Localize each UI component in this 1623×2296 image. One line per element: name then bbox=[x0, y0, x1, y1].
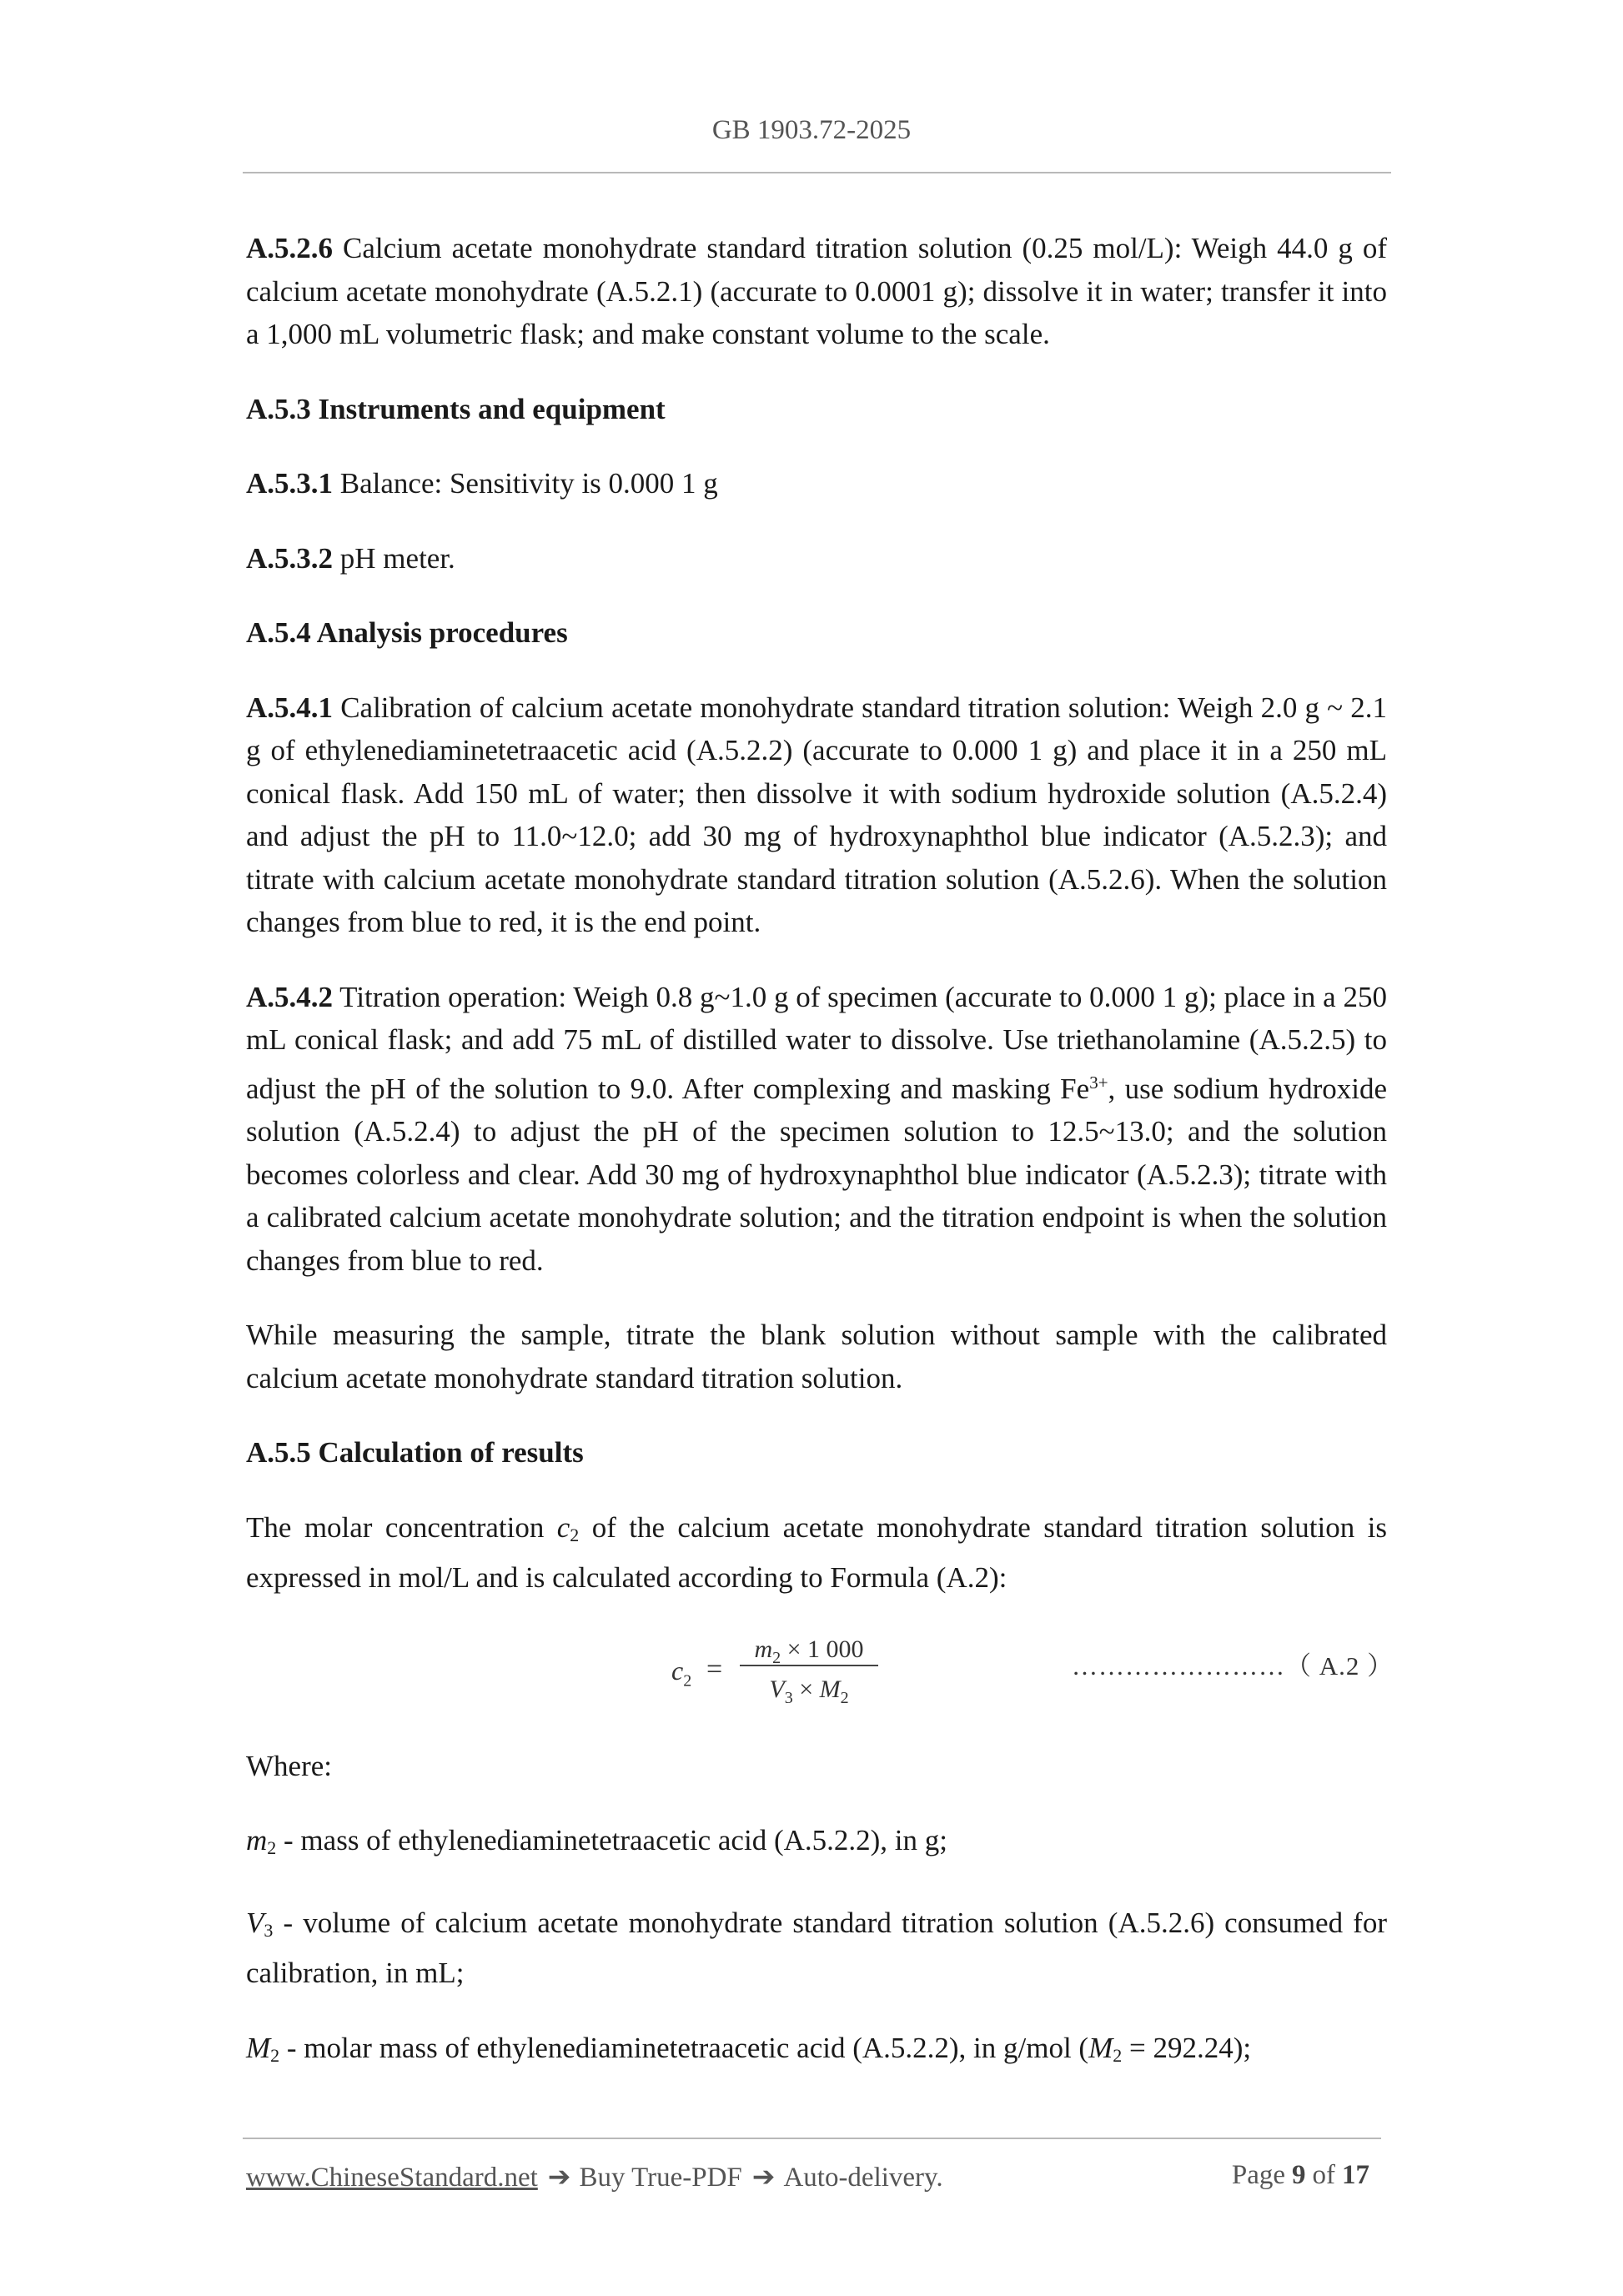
formula-equals: = bbox=[706, 1653, 723, 1685]
page-number: 9 bbox=[1292, 2160, 1306, 2190]
subscript: 2 bbox=[570, 1524, 580, 1545]
paragraph-a541 bbox=[246, 686, 1387, 944]
formula-number: ……………………（ A.2 ） bbox=[1072, 1650, 1394, 1681]
header-divider bbox=[243, 172, 1391, 173]
subscript: 2 bbox=[267, 1837, 277, 1858]
formula-lhs: $c_2$ bbox=[671, 1655, 692, 1690]
of-label: of bbox=[1312, 2160, 1335, 2190]
header-title: GB 1903.72-2025 bbox=[711, 115, 912, 145]
page-total: 17 bbox=[1342, 2160, 1369, 2190]
definition-m2 bbox=[246, 1819, 1387, 1870]
clause-number: A.5.4.1 bbox=[246, 691, 334, 724]
definition-text: - molar mass of ethylenediaminetetraacetic acid (A.5.2.2), in g/mol ( bbox=[279, 2031, 1089, 2064]
buy-pdf-link[interactable]: Buy True-PDF bbox=[579, 2163, 742, 2193]
paragraph-formula-intro bbox=[246, 1506, 1387, 1600]
subscript: 3 bbox=[264, 1919, 274, 1941]
definition-v3 bbox=[246, 1902, 1387, 1995]
site-link[interactable]: www.ChineseStandard.net bbox=[246, 2163, 538, 2193]
arrow-right-icon: ➔ bbox=[751, 2163, 776, 2193]
page-label: Page bbox=[1231, 2160, 1285, 2190]
footer-links bbox=[246, 2160, 943, 2193]
symbol-v: V bbox=[246, 1906, 264, 1939]
paragraph-text: pH meter. bbox=[333, 541, 455, 575]
symbol-M: M bbox=[1088, 2031, 1113, 2064]
heading-a55 bbox=[246, 1431, 1387, 1475]
formula-a2 bbox=[246, 1628, 1394, 1711]
clause-number: A.5.3.1 bbox=[246, 467, 334, 500]
paragraph-text: , use sodium hydroxide solution (A.5.2.4) to adjust the pH of the specimen solution to 12.5~13.0; and the solution becomes colorless and clear. Add 30 mg of hydroxynaphthol blue indicator (A.5.2.3); titrate with a calibrated calcium acetate monohydrate solution; and the titration endpoint is when the solution changes from blue to red. bbox=[246, 1072, 1387, 1277]
fraction-bar bbox=[740, 1665, 878, 1666]
symbol-m: m bbox=[246, 1824, 268, 1856]
footer-divider bbox=[243, 2138, 1381, 2139]
paragraph-text: The molar concentration bbox=[246, 1510, 557, 1544]
superscript: 3+ bbox=[1089, 1072, 1108, 1093]
paragraph-text: Calcium acetate monohydrate standard titration solution (0.25 mol/L): Weigh 44.0 g of calcium acetate monohydrate (A.5.2.1) (accurate to 0.0001 g); dissolve it in water; transfer it into a 1,000 mL volumetric flask; and make constant volume to the scale. bbox=[246, 232, 1387, 350]
heading-text: A.5.3 Instruments and equipment bbox=[246, 392, 666, 425]
arrow-right-icon: ➔ bbox=[547, 2163, 571, 2193]
paragraph-a526 bbox=[246, 227, 1387, 356]
definition-M2 bbox=[246, 2027, 1387, 2077]
formula-numerator: $m_2 \times 1$ 000 bbox=[754, 1635, 864, 1667]
auto-delivery-text: Auto-delivery. bbox=[783, 2163, 943, 2193]
clause-number: A.5.3.2 bbox=[246, 541, 334, 575]
heading-text: A.5.4 Analysis procedures bbox=[246, 616, 568, 649]
clause-number: A.5.2.6 bbox=[246, 232, 334, 264]
heading-text: A.5.5 Calculation of results bbox=[246, 1436, 584, 1469]
paragraph-a531 bbox=[246, 462, 1387, 505]
definition-text: = 292.24); bbox=[1122, 2031, 1252, 2064]
formula-denominator: $V_3 \times M_2$ bbox=[769, 1675, 849, 1707]
paragraph-text: Calibration of calcium acetate monohydrate standard titration solution: Weigh 2.0 g ~ 2.1 g of ethylenediaminetetraacetic acid (A.5.2.2) (accurate to 0.000 1 g) and place it in a 250 mL conical flask. Add 150 mL of water; then dissolve it with sodium hydroxide solution (A.5.2.4) and adjust the pH to 11.0~12.0; add 30 mg of hydroxynaphthol blue indicator (A.5.2.3); and titrate with calcium acetate monohydrate standard titration solution (A.5.2.6). When the solution changes from blue to red, it is the end point. bbox=[246, 691, 1387, 938]
symbol-M: M bbox=[246, 2031, 271, 2064]
main-content bbox=[246, 227, 1394, 2077]
symbol-c: c bbox=[556, 1510, 570, 1544]
paragraph-text: of the calcium acetate monohydrate standard titration solution is expressed in mol/L and is calculated according to Formula (A.2): bbox=[246, 1510, 1387, 1594]
paragraph-a542 bbox=[246, 976, 1387, 1283]
page-indicator bbox=[1232, 2160, 1376, 2191]
paragraph-a532 bbox=[246, 537, 1387, 580]
paragraph-text: Titration operation: Weigh 0.8 g~1.0 g of specimen (accurate to 0.000 1 g); place in a 250 mL conical flask; and add 75 mL of distilled water to dissolve. Use triethanolamine (A.5.2.5) to adjust the pH of the solution to 9.0. After complexing and masking Fe bbox=[246, 980, 1387, 1105]
where-label: Where: bbox=[246, 1749, 332, 1782]
paragraph-text: Balance: Sensitivity is 0.000 1 g bbox=[333, 467, 718, 500]
definition-text: - volume of calcium acetate monohydrate standard titration solution (A.5.2.6) consumed for calibration, in mL; bbox=[246, 1906, 1387, 1989]
subscript: 2 bbox=[270, 2044, 280, 2066]
heading-a53 bbox=[246, 388, 1387, 431]
definition-text: - mass of ethylenediaminetetraacetic acid (A.5.2.2), in g; bbox=[276, 1824, 947, 1856]
clause-number: A.5.4.2 bbox=[246, 980, 334, 1013]
heading-a54 bbox=[246, 611, 1387, 655]
paragraph-blank-measure: While measuring the sample, titrate the blank solution without sample with the calibrated calcium acetate monohydrate standard titration solution. bbox=[246, 1319, 1387, 1394]
subscript: 2 bbox=[1113, 2044, 1123, 2066]
